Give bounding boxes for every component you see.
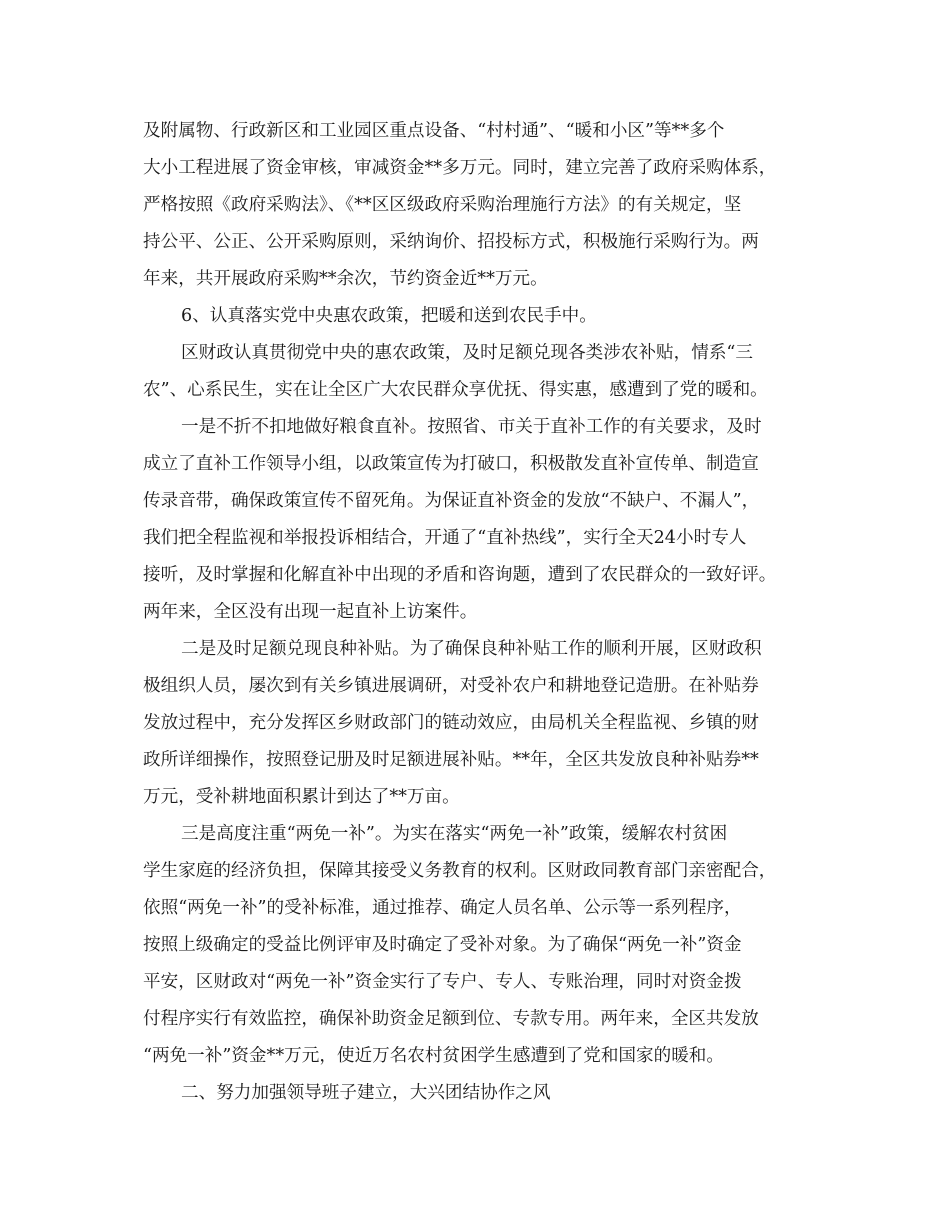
text-line: 平安，区财政对“两免一补”资金实行了专户、专人、专账治理，同时对资金拨 xyxy=(143,972,742,992)
paragraph-start-line: 二是及时足额兑现良种补贴。为了确保良种补贴工作的顺利开展，区财政积 xyxy=(181,639,762,659)
text-line: 及附属物、行政新区和工业园区重点设备、“村村通”、“暖和小区”等**多个 xyxy=(143,121,725,141)
text-line: 大小工程进展了资金审核，审减资金**多万元。同时，建立完善了政府采购体系， xyxy=(143,158,777,178)
text-line: 付程序实行有效监控，确保补助资金足额到位、专款专用。两年来，全区共发放 xyxy=(143,1009,759,1029)
text-line: 按照上级确定的受益比例评审及时确定了受补对象。为了确保“两免一补”资金 xyxy=(143,935,742,955)
text-line: 两年来，全区没有出现一起直补上访案件。 xyxy=(143,602,478,622)
text-line: 我们把全程监视和举报投诉相结合，开通了“直补热线”，实行全天24小时专人 xyxy=(143,528,747,548)
text-line: 发放过程中，充分发挥区乡财政部门的链动效应，由局机关全程监视、乡镇的财 xyxy=(143,713,759,733)
text-line: 严格按照《政府采购法》、《**区区级政府采购治理施行方法》的有关规定，坚 xyxy=(143,195,742,215)
text-line: 年来，共开展政府采购**余次，节约资金近**万元。 xyxy=(143,269,548,289)
paragraph-start-line: 一是不折不扣地做好粮食直补。按照省、市关于直补工作的有关要求，及时 xyxy=(181,417,762,437)
text-line: 万元，受补耕地面积累计到达了**万亩。 xyxy=(143,787,460,807)
text-line: 持公平、公正、公开采购原则，采纳询价、招投标方式，积极施行采购行为。两 xyxy=(143,232,759,252)
text-line: 政所详细操作，按照登记册及时足额进展补贴。**年，全区共发放良种补贴券** xyxy=(143,750,759,770)
document-body xyxy=(143,113,807,1112)
text-line: 传录音带，确保政策宣传不留死角。为保证直补资金的发放“不缺户、不漏人”， xyxy=(143,491,760,511)
text-line: 依照“两免一补”的受补标准，通过推荐、确定人员名单、公示等一系列程序， xyxy=(143,898,742,918)
paragraph-start-line: 区财政认真贯彻党中央的惠农政策，及时足额兑现各类涉农补贴，情系“三 xyxy=(181,343,753,363)
text-line: 极组织人员，屡次到有关乡镇进展调研，对受补农户和耕地登记造册。在补贴券 xyxy=(143,676,759,696)
text-line: “两免一补”资金**万元，使近万名农村贫困学生感遭到了党和国家的暖和。 xyxy=(143,1046,724,1066)
paragraph-start-line: 三是高度注重“两免一补”。为实在落实“两免一补”政策，缓解农村贫困 xyxy=(181,824,728,844)
text-line: 农”、心系民生，实在让全区广大农民群众享优抚、得实惠，感遭到了党的暖和。 xyxy=(143,380,768,400)
text-line: 接听，及时掌握和化解直补中出现的矛盾和咨询题，遭到了农民群众的一致好评。 xyxy=(143,565,777,585)
text-line: 学生家庭的经济负担，保障其接受义务教育的权利。区财政同教育部门亲密配合， xyxy=(143,861,777,881)
text-line: 成立了直补工作领导小组，以政策宣传为打破口，积极散发直补宣传单、制造宣 xyxy=(143,454,759,474)
section-heading: 6、认真落实党中央惠农政策，把暖和送到农民手中。 xyxy=(181,306,597,326)
section-heading: 二、努力加强领导班子建立，大兴团结协作之风 xyxy=(181,1083,551,1103)
